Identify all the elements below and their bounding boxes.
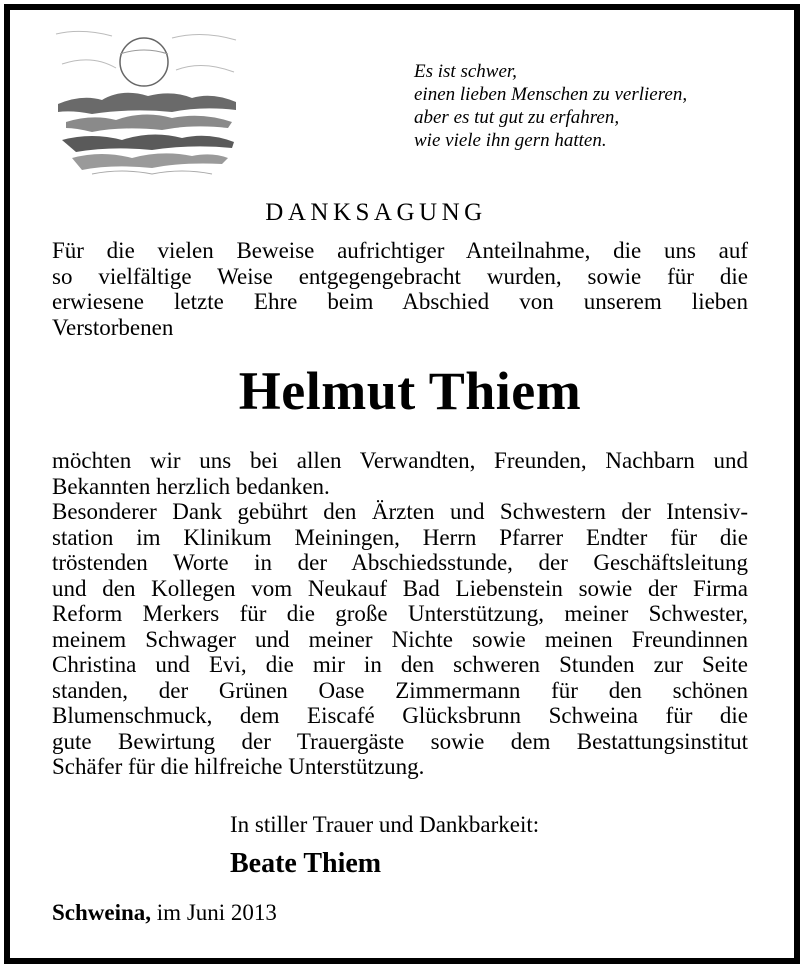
place: Schweina, xyxy=(52,900,152,925)
sun-over-hills-illustration xyxy=(52,24,240,188)
text-line: standen, der Grünen Oase Zimmermann für den schönen xyxy=(52,677,748,703)
text-line: tröstenden Worte in der Abschiedsstunde, der Geschäftsleitung xyxy=(52,550,748,575)
text-line: Blumenschmuck, dem Eiscafé Glücksbrunn Schweina für die xyxy=(52,703,748,728)
intro-paragraph xyxy=(52,238,748,340)
text-line: station im Klinikum Meiningen, Herrn Pfarrer Endter für die xyxy=(52,524,748,550)
text-line: und den Kollegen vom Neukauf Bad Liebenstein sowie der Firma xyxy=(52,575,748,601)
closing-line: In stiller Trauer und Dankbarkeit: xyxy=(230,812,540,837)
notice-heading: DANKSAGUNG xyxy=(265,199,487,226)
text-line: Besonderer Dank gebührt den Ärzten und Schwestern der Intensiv- xyxy=(52,499,748,524)
text-line: so vielfältige Weise entgegengebracht wurden, sowie für die xyxy=(52,263,748,289)
text-line: Verstorbenen xyxy=(52,314,174,340)
quote-line: aber es tut gut zu erfahren, xyxy=(414,107,620,128)
text-line: gute Bewirtung der Trauergäste sowie dem Bestattungsinstitut xyxy=(52,728,748,754)
text-line: Bekannten herzlich bedanken. xyxy=(52,473,330,499)
thanks-paragraph xyxy=(52,448,748,780)
memorial-quote xyxy=(414,60,687,152)
text-line: Reform Merkers für die große Unterstützung, meiner Schwester, xyxy=(52,601,748,626)
text-line: erwiesene letzte Ehre beim Abschied von unserem lieben xyxy=(52,289,748,314)
quote-line: Es ist schwer, xyxy=(414,61,517,82)
quote-line: wie viele ihn gern hatten. xyxy=(414,130,607,151)
deceased-name: Helmut Thiem xyxy=(238,361,582,421)
text-line: möchten wir uns bei allen Verwandten, Freunden, Nachbarn und xyxy=(52,448,748,473)
date: im Juni 2013 xyxy=(156,900,277,925)
signer-name: Beate Thiem xyxy=(230,848,382,879)
text-line: Christina und Evi, die mir in den schweren Stunden zur Seite xyxy=(52,652,748,677)
text-line: meinem Schwager und meiner Nichte sowie meinen Freundinnen xyxy=(52,626,748,652)
place-date-line xyxy=(52,900,277,926)
quote-line: einen lieben Menschen zu verlieren, xyxy=(414,84,688,105)
text-line: Für die vielen Beweise aufrichtiger Anteilnahme, die uns auf xyxy=(52,238,748,263)
text-line: Schäfer für die hilfreiche Unterstützung. xyxy=(52,754,425,779)
